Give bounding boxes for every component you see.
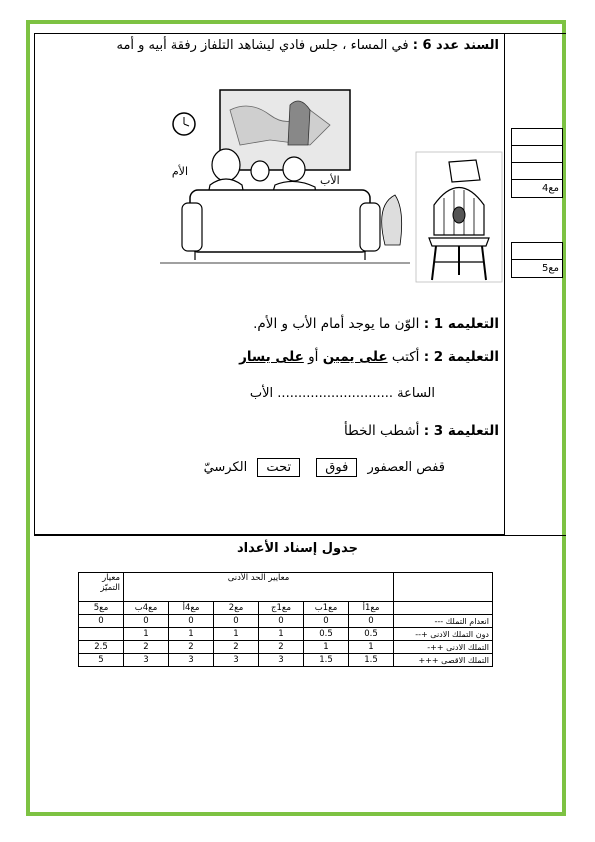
instruction-1-label: التعليمه 1 : — [423, 316, 499, 332]
table-cell: 2 — [169, 641, 214, 654]
instruction-3 — [344, 423, 499, 439]
table-cell: 0.5 — [349, 628, 394, 641]
instruction-3-label: التعليمة 3 : — [423, 423, 499, 439]
instruction-2-label: التعليمة 2 : — [423, 349, 499, 365]
table-cell: 0.5 — [304, 628, 349, 641]
mother-label: الأم — [171, 165, 188, 178]
table-cell: 1 — [169, 628, 214, 641]
father-label: الأب — [320, 174, 340, 187]
column-header: مع1ج — [259, 602, 304, 615]
strike-choice-line — [204, 458, 445, 477]
table-row — [79, 628, 493, 641]
document-label: السند عدد 6 : — [412, 38, 499, 53]
bird — [453, 207, 465, 223]
exercise-bottom-line — [34, 535, 566, 536]
child-figure — [251, 161, 269, 181]
table-row — [79, 573, 493, 602]
instruction-2-option-left: على يسار — [239, 349, 304, 365]
column-header: مع1ب — [304, 602, 349, 615]
document-text: في المساء ، جلس فادي ليشاهد التلفاز رفقة أبيه و أمه — [116, 38, 409, 53]
margin-top-line — [504, 33, 566, 34]
table-cell: 0 — [169, 615, 214, 628]
row-label: دون التملك الادنى +-- — [394, 628, 493, 641]
grading-table — [78, 572, 493, 667]
instruction-3-text: أشطب الخطأ — [343, 423, 420, 439]
mother-figure — [212, 149, 240, 181]
table-cell: 2 — [259, 641, 304, 654]
table-cell: 3 — [214, 654, 259, 667]
table-row — [79, 602, 493, 615]
row-label: التملك الادنى ++- — [394, 641, 493, 654]
table-cell: 1 — [304, 641, 349, 654]
table-cell: 0 — [259, 615, 304, 628]
father-figure — [283, 157, 305, 181]
stool — [429, 238, 489, 246]
table-cell: 1.5 — [349, 654, 394, 667]
table-cell: 0 — [304, 615, 349, 628]
grading-table-title: جدول إسناد الأعداد — [236, 541, 359, 556]
column-header: مع2 — [214, 602, 259, 615]
table-cell: 1.5 — [304, 654, 349, 667]
choice-subject: قفص العصفور — [367, 460, 445, 475]
side-score-label-4: مع4 — [541, 183, 559, 194]
family-tv-illustration — [160, 85, 410, 270]
instruction-1 — [253, 316, 499, 332]
column-header: مع4ب — [124, 602, 169, 615]
sofa — [190, 190, 370, 252]
fill-in-line[interactable]: الساعة ............................ الأب — [249, 386, 435, 401]
margin-divider — [504, 33, 505, 535]
choice-object: الكرسيّ — [203, 460, 248, 475]
table-row — [79, 654, 493, 667]
header-excellence: معيار التميّز — [79, 573, 124, 602]
table-cell: 3 — [169, 654, 214, 667]
table-cell: 0 — [79, 615, 124, 628]
table-row — [79, 641, 493, 654]
table-cell: 0 — [349, 615, 394, 628]
side-score-box-4 — [511, 128, 563, 198]
choice-option-below[interactable]: تحت — [257, 458, 300, 477]
table-cell: 0 — [124, 615, 169, 628]
table-cell: 3 — [124, 654, 169, 667]
instruction-2 — [239, 349, 499, 365]
row-label: انعدام التملك --- — [394, 615, 493, 628]
column-header: مع5 — [79, 602, 124, 615]
table-cell: 3 — [259, 654, 304, 667]
table-cell: 2 — [214, 641, 259, 654]
birdcage-illustration — [414, 150, 504, 285]
table-cell: 1 — [349, 641, 394, 654]
instruction-2-text: أكتب — [391, 349, 420, 365]
table-cell — [79, 628, 124, 641]
table-cell: 2 — [124, 641, 169, 654]
table-cell: 5 — [79, 654, 124, 667]
row-label: التملك الاقصى +++ — [394, 654, 493, 667]
column-header: مع4أ — [169, 602, 214, 615]
table-cell: 1 — [124, 628, 169, 641]
document-heading — [116, 38, 499, 53]
table-cell: 2.5 — [79, 641, 124, 654]
instruction-2-or: أو — [308, 349, 319, 365]
instruction-1-text: الوّن ما يوجد أمام الأب و الأم. — [253, 316, 420, 332]
column-header: مع1أ — [349, 602, 394, 615]
table-cell: 1 — [259, 628, 304, 641]
side-score-box-5 — [511, 242, 563, 278]
header-min-criteria: معايير الحد الأدنى — [124, 573, 394, 602]
table-row — [79, 615, 493, 628]
choice-option-above[interactable]: فوق — [316, 458, 357, 477]
instruction-2-option-right: على يمين — [322, 349, 388, 365]
side-score-label-5: مع5 — [541, 263, 559, 274]
table-cell: 1 — [214, 628, 259, 641]
table-cell: 0 — [214, 615, 259, 628]
